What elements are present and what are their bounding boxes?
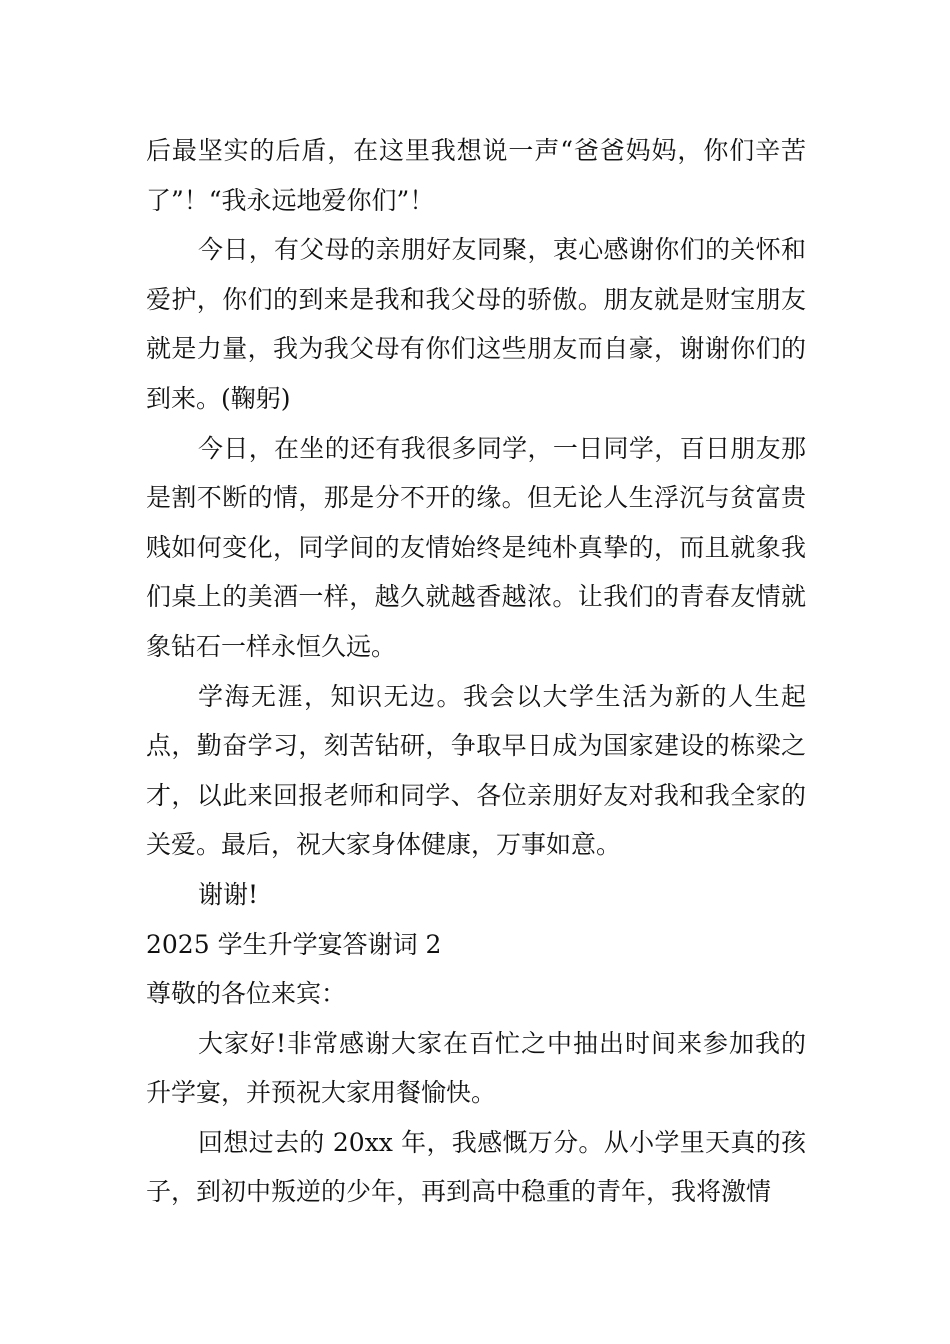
document-body [146, 126, 806, 1217]
paragraph-study: 学海无涯，知识无边。我会以大学生活为新的人生起点，勤奋学习，刻苦钻研，争取早日成为国家建设的栋梁之才，以此来回报老师和同学、各位亲朋好友对我和我全家的关爱。最后，祝大家身体健康，万事如意。 [146, 681, 806, 860]
paragraph-classmates: 今日，在坐的还有我很多同学，一日同学，百日朋友那是割不断的情，那是分不开的缘。但无论人生浮沉与贫富贵贱如何变化，同学间的友情始终是纯朴真挚的，而且就象我们桌上的美酒一样，越久就越香越浓。让我们的青春友情就象钻石一样永恒久远。 [146, 433, 806, 661]
paragraph-thanks: 谢谢! [198, 879, 259, 909]
paragraph-welcome: 大家好!非常感谢大家在百忙之中抽出时间来参加我的升学宴，并预祝大家用餐愉快。 [146, 1028, 806, 1108]
paragraph-friends: 今日，有父母的亲朋好友同聚，衷心感谢你们的关怀和爱护，你们的到来是我和我父母的骄傲。朋友就是财宝朋友就是力量，我为我父母有你们这些朋友而自豪，谢谢你们的到来。(鞠躬) [146, 235, 806, 413]
salutation: 尊敬的各位来宾： [146, 979, 347, 1009]
section-title: 2025 学生升学宴答谢词 2 [146, 929, 442, 959]
paragraph-continuation: 后最坚实的后盾，在这里我想说一声“爸爸妈妈，你们辛苦了”！“我永远地爱你们”！ [146, 136, 806, 215]
paragraph-recall: 回想过去的 20xx 年，我感慨万分。从小学里天真的孩子，到初中叛逆的少年，再到高中稳重的青年，我将激情 [146, 1127, 806, 1207]
